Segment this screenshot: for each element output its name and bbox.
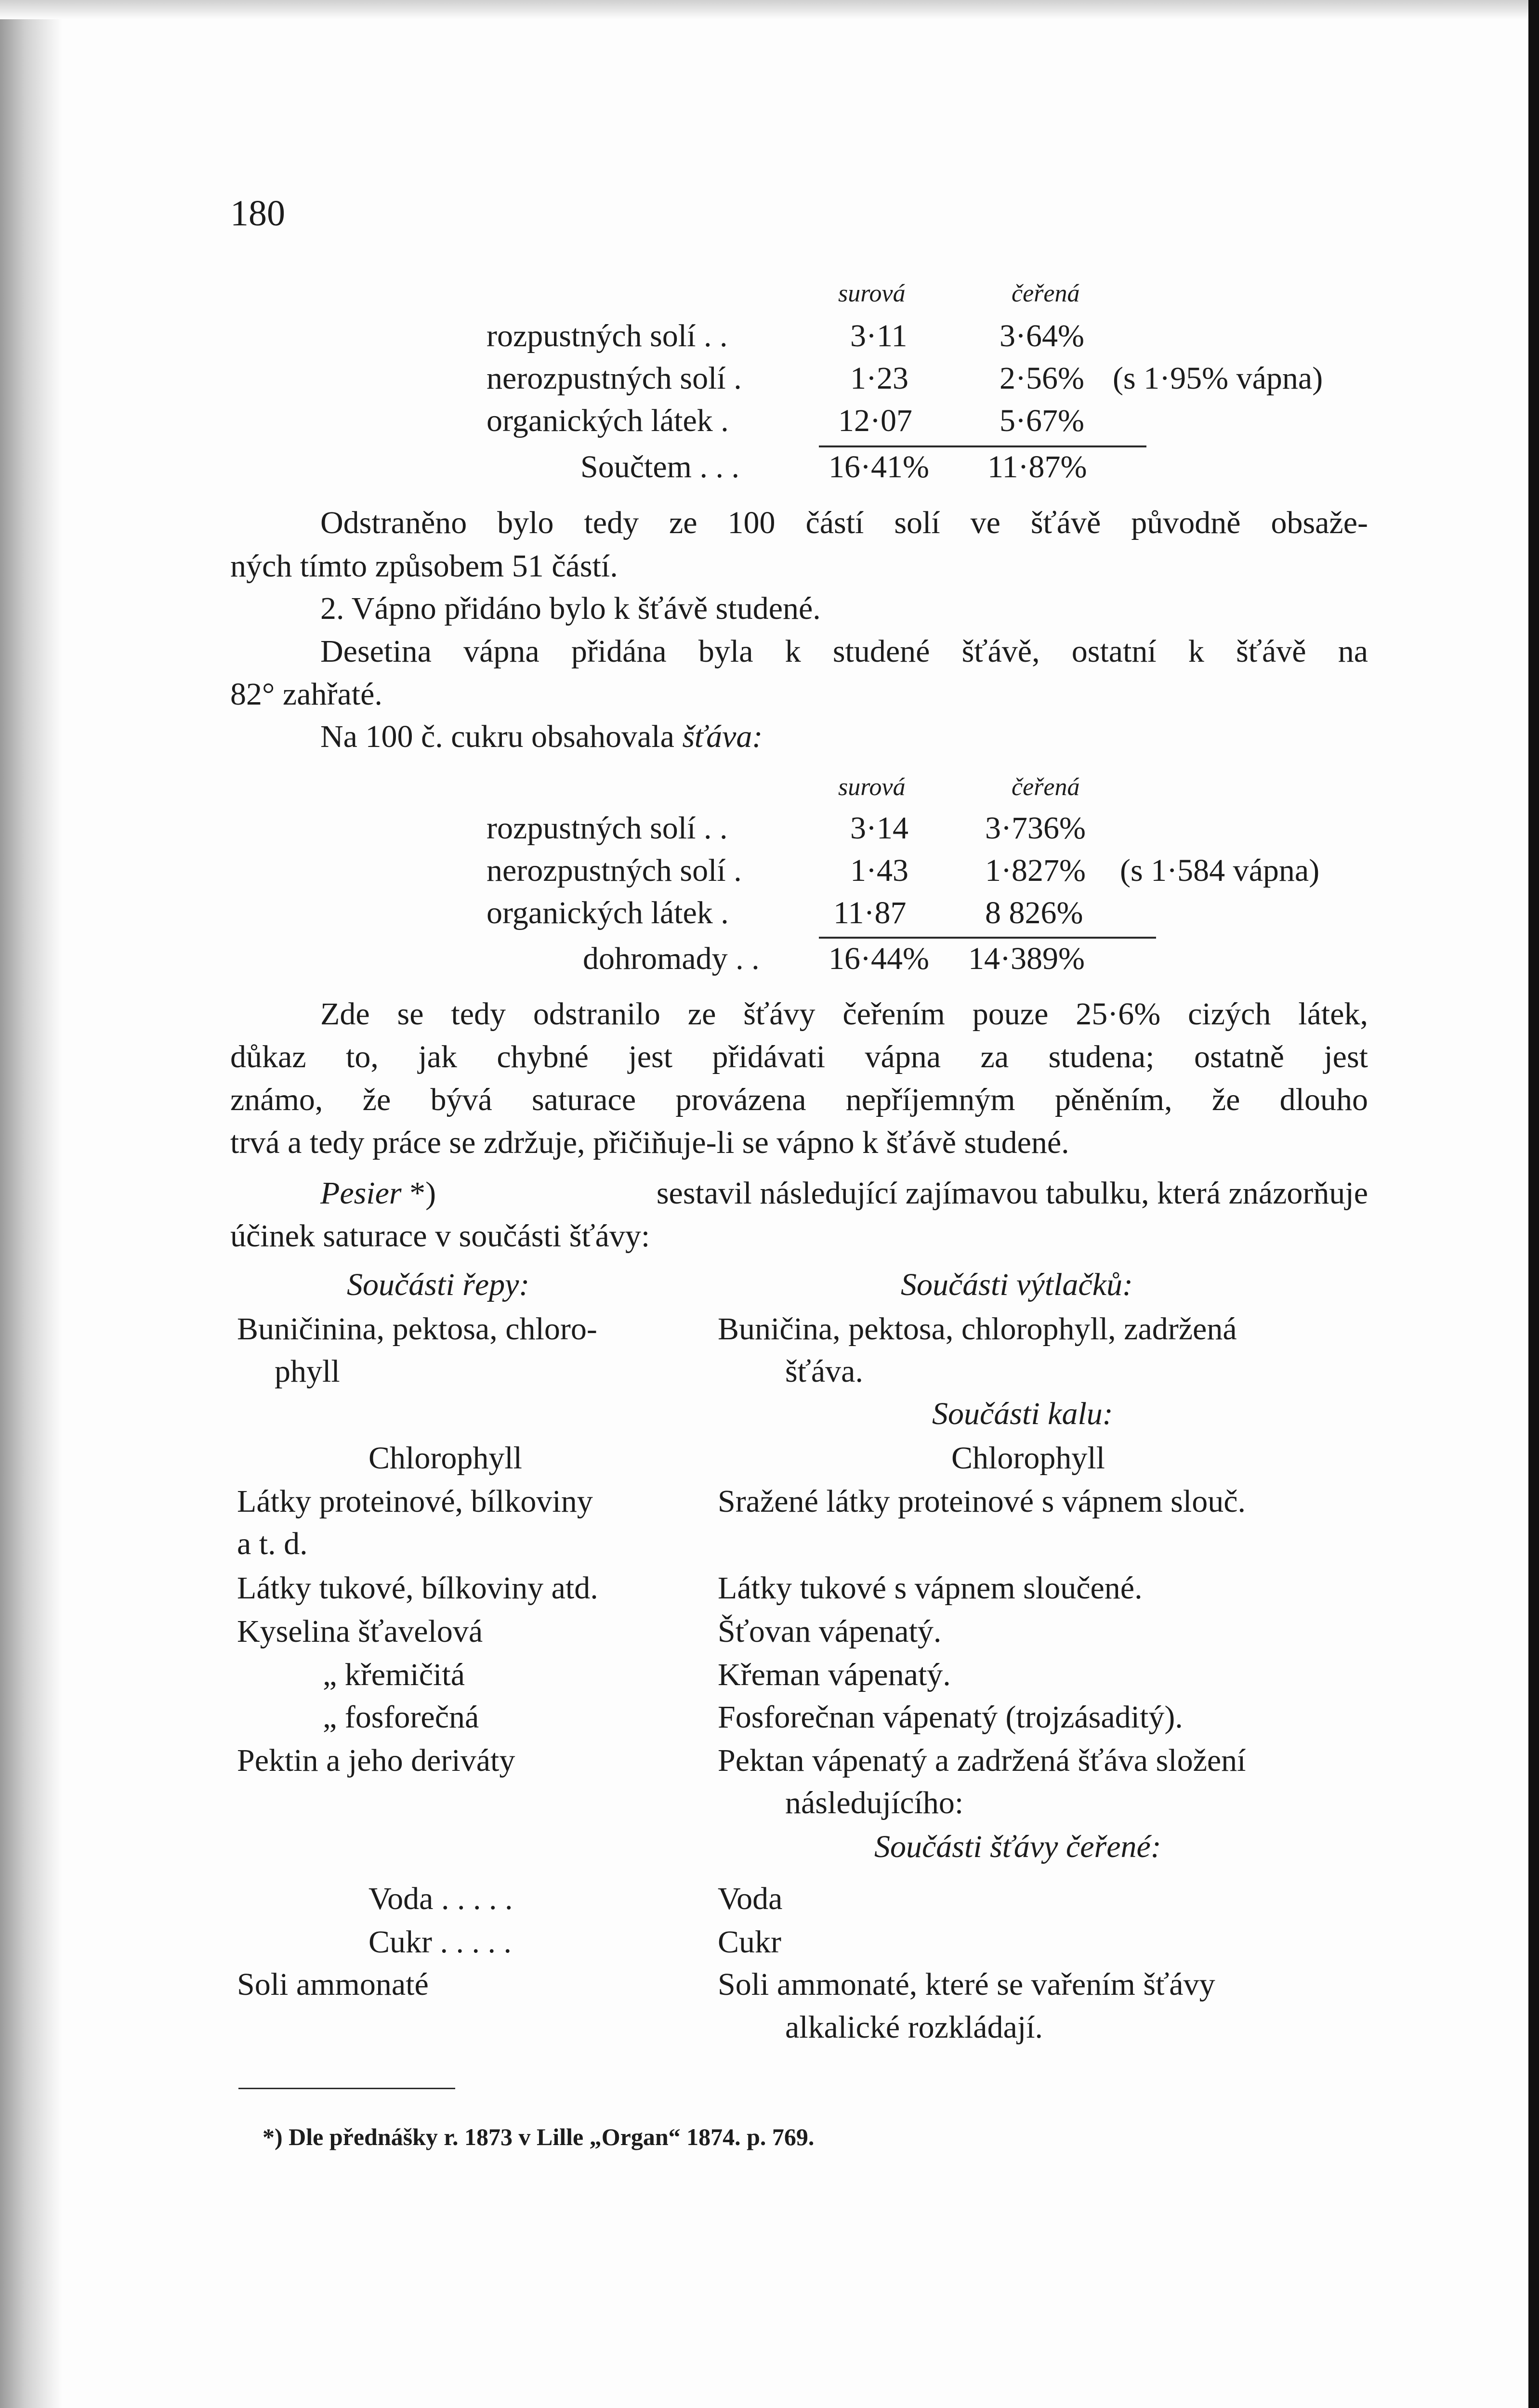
row-note: (s 1·584 vápna) (1120, 853, 1320, 888)
scan-border-right (1528, 0, 1539, 2408)
right-item: Voda (718, 1881, 783, 1916)
left-item: Voda . . . . . (368, 1881, 513, 1916)
value-raw: 1·23 (850, 361, 908, 396)
right-item: Křeman vápenatý. (718, 1657, 951, 1692)
italic-term: šťáva: (682, 719, 763, 754)
left-item: Chlorophyll (368, 1440, 523, 1476)
total-cleared: 11·87% (987, 449, 1087, 484)
right-item: Fosforečnan vápenatý (trojzásaditý). (718, 1700, 1183, 1735)
right-item: Látky tukové s vápnem sloučené. (718, 1570, 1143, 1606)
right-item: Soli ammonaté, které se vařením šťávy (718, 1967, 1215, 2002)
row-label: rozpustných solí . . (487, 811, 728, 846)
left-item: „ křemičitá (323, 1657, 465, 1692)
footnote-rule (238, 2088, 455, 2089)
row-label: organických látek . (487, 895, 729, 930)
value-cleared: 8 826% (985, 895, 1083, 930)
value-raw: 12·07 (838, 403, 912, 438)
page-number: 180 (230, 193, 285, 234)
sludge-heading: Součásti kalu: (932, 1396, 1113, 1431)
total-label: Součtem . . . (580, 449, 739, 484)
row-note: (s 1·95% vápna) (1113, 361, 1323, 396)
page-top-shadow (0, 0, 1539, 19)
sum-rule (819, 937, 1156, 939)
right-item: Sražené látky proteinové s vápnem slouč. (718, 1484, 1246, 1519)
column-header-cleared: čeřená (1012, 280, 1080, 307)
author-name: Pesier (320, 1176, 402, 1211)
row-label: rozpustných solí . . (487, 318, 728, 353)
value-raw: 3·14 (850, 811, 908, 846)
juice-heading: Součásti šťávy čeřené: (874, 1829, 1161, 1864)
text-line: Odstraněno bylo tedy ze 100 částí solí ve šťávě původně obsaže- (320, 505, 1368, 540)
right-item: následujícího: (785, 1785, 964, 1820)
text-line: 2. Vápno přidáno bylo k šťávě studené. (320, 591, 821, 626)
value-cleared: 2·56% (1000, 361, 1084, 396)
left-item: Látky tukové, bílkoviny atd. (237, 1570, 598, 1606)
left-item: „ fosforečná (323, 1700, 479, 1735)
value-cleared: 1·827% (985, 853, 1086, 888)
column-header-raw: surová (838, 773, 906, 801)
column-header-cleared: čeřená (1012, 773, 1080, 801)
value-cleared: 3·736% (985, 811, 1086, 846)
left-item: a t. d. (237, 1526, 308, 1561)
right-item: šťáva. (785, 1354, 863, 1389)
text-line: Zde se tedy odstranilo ze šťávy čeřením pouze 25·6% cizých látek, (320, 996, 1368, 1032)
right-item: Cukr (718, 1924, 781, 1960)
text-line: známo, že bývá saturace provázena nepříjemným pěněním, že dlouho (230, 1082, 1368, 1117)
left-column-heading: Součásti řepy: (347, 1267, 530, 1302)
left-item: Buničinina, pektosa, chloro- (237, 1311, 597, 1347)
footnote-mark: *) (409, 1176, 436, 1211)
total-raw: 16·44% (829, 941, 929, 976)
right-item: Pektan vápenatý a zadržená šťáva složení (718, 1743, 1246, 1778)
row-label: organických látek . (487, 403, 729, 438)
text-line: účinek saturace v součásti šťávy: (230, 1218, 650, 1254)
value-cleared: 5·67% (1000, 403, 1084, 438)
column-header-raw: surová (838, 280, 906, 307)
value-raw: 1·43 (850, 853, 908, 888)
text-line: trvá a tedy práce se zdržuje, přičiňuje-li se vápno k šťávě studené. (230, 1125, 1069, 1160)
left-item: Kyselina šťavelová (237, 1614, 483, 1649)
row-label: nerozpustných solí . (487, 361, 742, 396)
author-name-wrap (320, 1175, 436, 1212)
text-run: Na 100 č. cukru obsahovala (320, 719, 674, 754)
text-line: Desetina vápna přidána byla k studené šťávě, ostatní k šťávě na (320, 634, 1368, 669)
sum-rule (819, 445, 1146, 447)
value-raw: 11·87 (833, 895, 907, 930)
page-edge-shadow (0, 0, 63, 2408)
left-item: Soli ammonaté (237, 1967, 429, 2002)
right-column-heading: Součásti výtlačků: (901, 1267, 1133, 1302)
right-item: Buničina, pektosa, chlorophyll, zadržená (718, 1311, 1237, 1347)
row-label: nerozpustných solí . (487, 853, 742, 888)
value-cleared: 3·64% (1000, 318, 1084, 353)
text-run: sestavil následující zajímavou tabulku, která znázorňuje (656, 1176, 1368, 1211)
left-item: phyll (275, 1354, 340, 1389)
value-raw: 3·11 (850, 318, 908, 353)
text-line (320, 719, 763, 755)
right-item: Šťovan vápenatý. (718, 1614, 942, 1649)
text-line (320, 1175, 1368, 1212)
left-item: Látky proteinové, bílkoviny (237, 1484, 593, 1519)
text-line: 82° zahřaté. (230, 677, 382, 712)
total-cleared: 14·389% (968, 941, 1085, 976)
text-line: ných tímto způsobem 51 částí. (230, 549, 618, 584)
footnote: *) Dle přednášky r. 1873 v Lille „Organ“ 1874. p. 769. (263, 2123, 815, 2150)
total-raw: 16·41% (829, 449, 929, 484)
text-line: důkaz to, jak chybné jest přidávati vápna za studena; ostatně jest (230, 1039, 1368, 1074)
total-label: dohromady . . (583, 941, 760, 976)
left-item: Cukr . . . . . (368, 1924, 512, 1960)
left-item: Pektin a jeho deriváty (237, 1743, 515, 1778)
right-item: alkalické rozkládají. (785, 2010, 1043, 2045)
right-item: Chlorophyll (951, 1440, 1105, 1476)
